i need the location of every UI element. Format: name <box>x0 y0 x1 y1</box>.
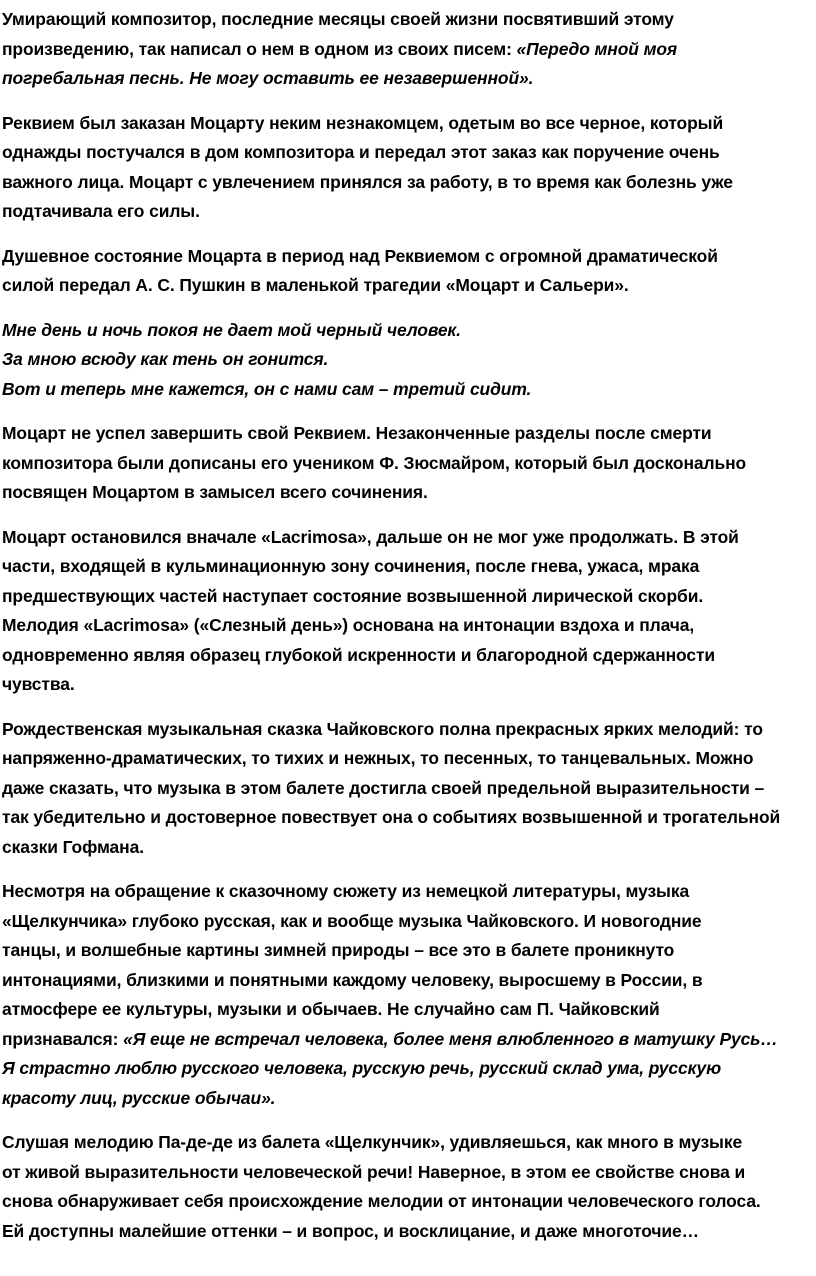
body-text: Реквием был заказан Моцарту неким незнакомцем, одетым во все черное, который <box>2 112 724 133</box>
text-line <box>2 1187 816 1217</box>
paragraph <box>2 109 816 227</box>
body-text: Мелодия «Lacrimosa» («Слезный день») основана на интонации вздоха и плача, <box>2 615 695 635</box>
italic-quote-text: За мною всюду как тень он гонится. <box>2 349 329 369</box>
paragraph <box>2 316 816 405</box>
paragraph <box>2 419 816 508</box>
text-line <box>2 1084 816 1114</box>
body-text: так убедительно и достоверное повествует она о событиях возвышенной и трогательной <box>2 807 781 827</box>
body-text: признавался: <box>2 1028 124 1049</box>
body-text: Ей доступны малейшие оттенки – и вопрос, и восклицание, и даже многоточие… <box>2 1220 699 1241</box>
body-text: одновременно являя образец глубокой искренности и благородной сдержанности <box>2 644 716 665</box>
text-line <box>2 995 816 1025</box>
text-line <box>2 478 816 508</box>
text-line <box>2 715 816 745</box>
text-line <box>2 641 816 671</box>
italic-quote-text: «Я еще не встречал человека, более меня влюбленного в матушку Русь… <box>123 1028 778 1049</box>
body-text: предшествующих частей наступает состояние возвышенной лирической скорби. <box>2 585 704 606</box>
paragraph <box>2 523 816 700</box>
body-text: Умирающий композитор, последние месяцы своей жизни посвятивший этому <box>2 9 674 29</box>
text-line <box>2 271 816 301</box>
text-line <box>2 1158 816 1188</box>
body-text: части, входящей в кульминационную зону сочинения, после гнева, ужаса, мрака <box>2 556 700 576</box>
body-text: важного лица. Моцарт с увлечением принялся за работу, в то время как болезнь уже <box>2 171 733 192</box>
text-line <box>2 64 816 94</box>
text-line <box>2 744 816 774</box>
body-text: даже сказать, что музыка в этом балете достигла своей предельной выразительности – <box>2 777 765 798</box>
body-text: напряженно-драматических, то тихих и нежных, то песенных, то танцевальных. Можно <box>2 748 754 768</box>
body-text: Слушая мелодию Па-де-де из балета «Щелкунчик», удивляешься, как много в музыке <box>2 1132 743 1152</box>
text-line <box>2 109 816 139</box>
text-line <box>2 966 816 996</box>
text-line <box>2 523 816 553</box>
italic-quote-text: «Передо мной моя <box>516 38 678 59</box>
italic-quote-text: Я страстно люблю русского человека, русскую речь, русский склад ума, русскую <box>2 1058 722 1078</box>
body-text: Моцарт не успел завершить свой Реквием. Незаконченные разделы после смерти <box>2 423 712 443</box>
text-line <box>2 582 816 612</box>
text-line <box>2 936 816 966</box>
body-text: композитора были дописаны его учеником Ф. Зюсмайром, который был досконально <box>2 452 747 473</box>
paragraph <box>2 715 816 863</box>
text-line <box>2 449 816 479</box>
paragraph <box>2 1128 816 1246</box>
text-line <box>2 5 816 35</box>
body-text: Моцарт остановился вначале «Lacrimosa», дальше он не мог уже продолжать. В этой <box>2 526 739 547</box>
text-line <box>2 1025 816 1055</box>
text-line <box>2 833 816 863</box>
body-text: Рождественская музыкальная сказка Чайковского полна прекрасных ярких мелодий: то <box>2 718 763 739</box>
italic-quote-text: погребальная песнь. Не могу оставить ее незавершенной». <box>2 68 534 88</box>
body-text: посвящен Моцартом в замысел всего сочинения. <box>2 482 428 502</box>
text-line <box>2 774 816 804</box>
body-text: от живой выразительности человеческой речи! Наверное, в этом ее свойстве снова и <box>2 1161 746 1182</box>
italic-quote-text: Вот и теперь мне кажется, он с нами сам – третий сидит. <box>2 378 532 399</box>
paragraph <box>2 5 816 94</box>
text-line <box>2 35 816 65</box>
body-text: снова обнаруживает себя происхождение мелодии от интонации человеческого голоса. <box>2 1191 761 1211</box>
text-line <box>2 877 816 907</box>
text-line <box>2 138 816 168</box>
paragraph <box>2 242 816 301</box>
body-text: Несмотря на обращение к сказочному сюжету из немецкой литературы, музыка <box>2 881 690 901</box>
text-line <box>2 1128 816 1158</box>
text-line <box>2 375 816 405</box>
body-text: однажды постучался в дом композитора и передал этот заказ как поручение очень <box>2 142 720 162</box>
body-text: подтачивала его силы. <box>2 201 200 221</box>
text-line <box>2 242 816 272</box>
text-line <box>2 316 816 346</box>
italic-quote-text: Мне день и ночь покоя не дает мой черный человек. <box>2 319 461 340</box>
body-text: произведению, так написал о нем в одном из своих писем: <box>2 38 517 59</box>
paragraph <box>2 877 816 1113</box>
body-text: чувства. <box>2 674 75 694</box>
body-text: Душевное состояние Моцарта в период над Реквиемом с огромной драматической <box>2 245 718 266</box>
text-line <box>2 345 816 375</box>
body-text: танцы, и волшебные картины зимней природы – все это в балете проникнуто <box>2 940 675 960</box>
body-text: силой передал А. С. Пушкин в маленькой трагедии «Моцарт и Сальери». <box>2 275 629 295</box>
text-line <box>2 197 816 227</box>
text-line <box>2 1054 816 1084</box>
text-line <box>2 168 816 198</box>
body-text: «Щелкунчика» глубоко русская, как и вообще музыка Чайковского. И новогодние <box>2 910 702 931</box>
italic-quote-text: красоту лиц, русские обычаи». <box>2 1087 276 1108</box>
text-line <box>2 1217 816 1247</box>
text-line <box>2 803 816 833</box>
text-line <box>2 419 816 449</box>
body-text: интонациями, близкими и понятными каждому человеку, выросшему в России, в <box>2 969 703 990</box>
text-line <box>2 611 816 641</box>
text-line <box>2 552 816 582</box>
body-text: атмосфере ее культуры, музыки и обычаев. Не случайно сам П. Чайковский <box>2 999 660 1019</box>
body-text: сказки Гофмана. <box>2 836 144 857</box>
text-line <box>2 907 816 937</box>
text-line <box>2 670 816 700</box>
